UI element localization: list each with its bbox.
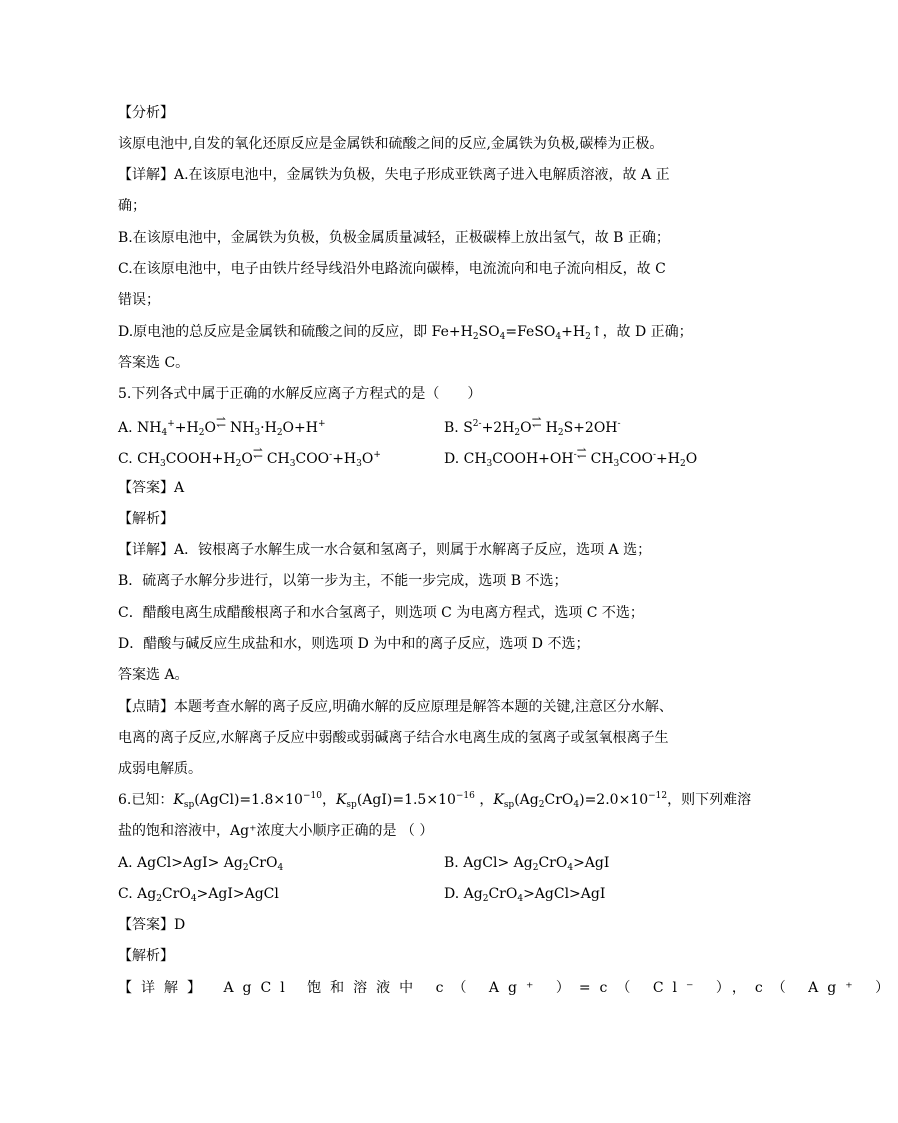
analysis-header: 【分析】 (118, 105, 174, 121)
q5-detail-a: 【详解】A．铵根离子水解生成一水合氨和氢离子，则属于水解离子反应，选项 A 选； (118, 542, 652, 558)
detail-c-line1: C.在该原电池中，电子由铁片经导线沿外电路流向碳棒，电流流向和电子流向相反，故 C (118, 261, 666, 277)
q6-option-a: A. AgCl>AgI> $Ag_2CrO_4$ (118, 855, 284, 873)
detail-a-line2: 确； (118, 198, 146, 214)
q6-stem-line2: 盐的饱和溶液中，Ag⁺浓度大小顺序正确的是 （ ） (118, 823, 434, 839)
detail-d-tail: ，故 D 正确； (602, 324, 693, 340)
total-reaction-equation: $Fe+H_2SO_4=FeSO_4+H_2↑$ (431, 324, 603, 342)
q6-option-b: B. AgCl> $Ag_2CrO_4>AgI$ (444, 855, 610, 873)
note-line1: 【点睛】本题考查水解的离子反应,明确水解的反应原理是解答本题的关键,注意区分水解、 (118, 699, 673, 715)
q5-option-a: A. $NH_4^++H_2O⇀$ ↽ $NH_3\cdot H_2O+H^+$ (118, 415, 326, 435)
analysis-text: 该原电池中,自发的氧化还原反应是金属铁和硫酸之间的反应,金属铁为负极,碳棒为正极。 (118, 136, 664, 152)
q4-answer: 答案选 C。 (118, 355, 190, 371)
q5-answer: 【答案】A (118, 480, 185, 496)
equilibrium-arrow-icon (253, 446, 267, 460)
note-line3: 成弱电解质。 (118, 761, 202, 777)
detail-b: B.在该原电池中，金属铁为负极，负极金属质量减轻，正极碳棒上放出氢气，故 B 正确； (118, 230, 670, 246)
detail-a-line1: 【详解】A.在该原电池中，金属铁为负极，失电子形成亚铁离子进入电解质溶液，故 A 正 (118, 167, 670, 183)
q5-detail-c: C．醋酸电离生成醋酸根离子和水合氢离子，则选项 C 为电离方程式，选项 C 不选； (118, 605, 644, 621)
q5-detail-b: B．硫离子水解分步进行，以第一步为主，不能一步完成，选项 B 不选； (118, 573, 568, 589)
equilibrium-arrow-icon (577, 446, 591, 460)
detail-d-text: D.原电池的总反应是金属铁和硫酸之间的反应，即 (118, 324, 432, 340)
q5-option-c: C. $CH_3COOH+H_2O⇀$ ↽ $CH_3COO^-+H_3O^+$ (118, 446, 381, 466)
note-line2: 电离的离子反应,水解离子反应中弱酸或弱碱离子结合水电离生成的氢离子或氢氧根离子生 (118, 730, 669, 746)
q6-option-d: D. $Ag_2CrO_4>AgCl>AgI$ (444, 886, 606, 904)
q5-option-b: B. $S^{2-}+2H_2O⇀$ ↽ $H_2S+2OH^-$ (444, 415, 621, 438)
q5-detail-d: D．醋酸与碱反应生成盐和水，则选项 D 为中和的离子反应，选项 D 不选； (118, 636, 590, 652)
q5-stem: 5.下列各式中属于正确的水解反应离子方程式的是（ ） (118, 386, 482, 402)
q6-option-c: C. $Ag_2CrO_4>AgI>AgCl$ (118, 886, 279, 904)
detail-c-line2: 错误； (118, 292, 160, 308)
q6-stem-line1: 6.已知：$K_{sp}(AgCl)=1.8\times 10^{-10}$，$K_{sp}(AgI)=1.5\times 10^{-16}$ ，$K_{sp}(Ag_2CrO_4)=2.0\times 10^{-12}$，则下列难溶 (118, 791, 752, 810)
q6-stem-tail: ，则下列难溶 (667, 792, 752, 808)
q6-answer: 【答案】D (118, 917, 186, 933)
q6-detail: 【详解】 AgCl 饱和溶液中 c（ Ag⁺ ）=c（ Cl⁻ ），c（ Ag⁺ ） (118, 980, 898, 996)
equilibrium-arrow-icon (532, 415, 546, 429)
equilibrium-arrow-icon (216, 415, 230, 429)
detail-d (118, 322, 693, 342)
q6-analysis-header: 【解析】 (118, 948, 174, 964)
q5-final-answer: 答案选 A。 (118, 667, 189, 683)
q5-analysis-header: 【解析】 (118, 511, 174, 527)
q5-option-d: D. $CH_3COOH+OH^-⇀$ ↽ $CH_3COO^-+H_2O$ (444, 446, 697, 469)
